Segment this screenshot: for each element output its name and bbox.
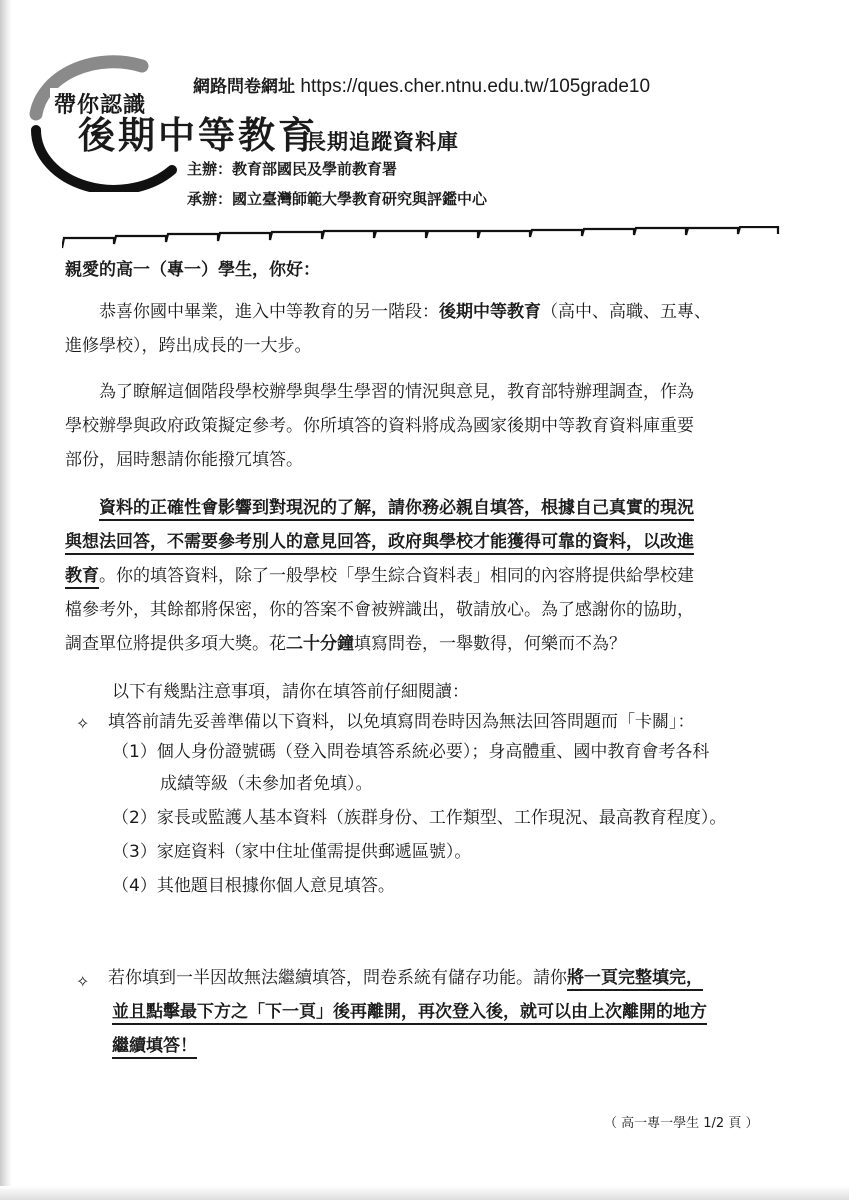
note-1-item-1: （1）個人身份證號碼（登入問卷填答系統必要）；身高體重、國中教育會考各科 xyxy=(112,742,710,762)
bullet-star-icon: ✧ xyxy=(76,972,90,991)
organizer-line: 主辦：教育部國民及學前教育署 xyxy=(187,160,398,178)
paragraph-1-line-2: 進修學校），跨出成長的一大步。 xyxy=(65,336,312,356)
letter-greeting: 親愛的高一（專一）學生，你好： xyxy=(65,260,320,280)
p1-bold-term: 後期中等教育 xyxy=(439,302,541,322)
decorative-ribbon-divider xyxy=(62,226,782,250)
note-2-line-3: 繼續填答！ xyxy=(112,1036,197,1056)
survey-url-link[interactable]: https://ques.cher.ntnu.edu.tw/105grade10 xyxy=(300,76,651,97)
p3-text-a: 調查單位將提供多項大獎。花 xyxy=(65,634,286,654)
note-2-line-2: 並且點擊最下方之「下一頁」後再離開，再次登入後，就可以由上次離開的地方 xyxy=(112,1002,707,1022)
p1-text-a: 恭喜你國中畢業，進入中等教育的另一階段： xyxy=(99,302,439,322)
paragraph-2-line-1: 為了瞭解這個階段學校辦學與學生學習的情況與意見，教育部特辦理調查，作為 xyxy=(99,382,694,402)
paragraph-1-line-1 xyxy=(99,298,711,326)
scan-edge-bottom xyxy=(0,1186,849,1200)
bullet-star-icon: ✧ xyxy=(76,714,90,733)
note-1-item-1-cont: 成績等級（未參加者免填）。 xyxy=(160,774,373,794)
note-2-line-1 xyxy=(108,964,703,992)
p3-bold-education: 教育 xyxy=(65,566,99,586)
paragraph-3-line-3 xyxy=(65,562,694,590)
note-2-bold-a: 將一頁完整填完， xyxy=(567,968,703,988)
paragraph-3-line-5 xyxy=(65,630,626,658)
p3-text-c: 填寫問卷，一舉數得，何樂而不為？ xyxy=(354,634,626,654)
survey-url-line xyxy=(193,72,650,98)
paragraph-2-line-2: 學校辦學與政府政策擬定參考。你所填答的資料將成為國家後期中等教育資料庫重要 xyxy=(65,416,694,436)
brand-subtitle: 長期追蹤資料庫 xyxy=(305,130,459,154)
note-1-item-2: （2）家長或監護人基本資料（族群身份、工作類型、工作現況、最高教育程度）。 xyxy=(112,808,727,828)
page-footer: （ 高一專一學生 1/2 頁 ） xyxy=(604,1116,759,1131)
paragraph-2-line-3: 部份，屆時懇請你能撥冗填答。 xyxy=(65,450,303,470)
brand-main-title: 後期中等教育 xyxy=(78,114,318,157)
note-1-item-4: （4）其他題目根據你個人意見填答。 xyxy=(112,876,395,896)
paragraph-3-line-1: 資料的正確性會影響到對現況的了解，請你務必親自填答，根據自己真實的現況 xyxy=(99,498,694,518)
p1-text-c: （高中、高職、五專、 xyxy=(541,302,711,322)
note-2-text-a: 若你填到一半因故無法繼續填答，問卷系統有儲存功能。請你 xyxy=(108,968,567,988)
scan-edge-left xyxy=(0,0,12,1200)
brand-small-title: 帶你認識 xyxy=(50,88,150,119)
note-1-text: 填答前請先妥善準備以下資料，以免填寫問卷時因為無法回答問題而「卡關」： xyxy=(108,712,695,732)
paragraph-3-line-2: 與想法回答，不需要參考別人的意見回答，政府與學校才能獲得可靠的資料，以改進 xyxy=(65,532,694,552)
paragraph-3-line-4: 檔參考外，其餘都將保密，你的答案不會被辨識出，敬請放心。為了感謝你的協助， xyxy=(65,600,694,620)
p3-text-b: 。你的填答資料，除了一般學校「學生綜合資料表」相同的內容將提供給學校建 xyxy=(99,566,694,586)
url-label: 網路問卷網址 xyxy=(193,77,295,97)
note-1-item-3: （3）家庭資料（家中住址僅需提供郵遞區號）。 xyxy=(112,842,472,862)
contractor-line: 承辦：國立臺灣師範大學教育研究與評鑑中心 xyxy=(187,190,488,208)
notes-intro: 以下有幾點注意事項，請你在填答前仔細閱讀： xyxy=(112,682,469,702)
p3-bold-duration: 二十分鐘 xyxy=(286,634,354,654)
